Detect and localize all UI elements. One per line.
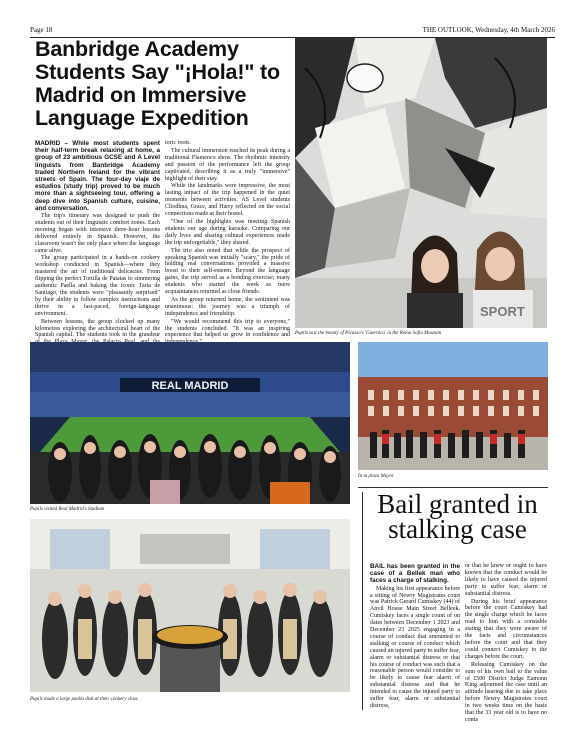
article-paragraph: or that he knew or ought to have known that the conduct would be likely to have caused the injured party to suffer fear, alarm or substantial distress. bbox=[465, 563, 547, 597]
article-paragraph: The trio also noted that while the prospect of speaking Spanish was initially "scary," the pride of holding real conversations provided a massive boost to their self-esteem. Beyond the language gains, the trip served as a bonding exercise; many students who started the week as mere acquaintances returned as close friends. bbox=[165, 247, 290, 296]
article-headline: Bail granted in stalking case bbox=[377, 489, 538, 544]
photo-guernica bbox=[295, 38, 547, 328]
article-column-2 bbox=[465, 563, 547, 723]
article-lead-paragraph: MADRID – While most students spent their half-term break relaxing at home, a group of 23 ambitious GCSE and A Level linguists from Banbridge Academy traded Northern Ireland for the vibrant streets of Spain. The four-day viaje de estudios (study trip) proved to be much more than a sightseeing tour, offering a deep dive into Spanish culture, cuisine, and conversation. bbox=[35, 140, 160, 212]
photo-plaza-mayor bbox=[358, 342, 548, 470]
stadium-sign-text: REAL MADRID bbox=[151, 380, 229, 392]
article-paragraph: Between lessons, the group clocked up many kilometres exploring the architectural heart of the Spanish capital. The students took in the grandeur bbox=[35, 318, 160, 339]
photo-caption: In la plaza Mayor bbox=[358, 474, 394, 479]
photo-caption: Pupils visited Real Madrid's Stadium bbox=[30, 507, 105, 512]
article-lead-paragraph: BAIL has been granted in the case of a Bellek man who faces a charge of stalking. bbox=[370, 563, 460, 585]
photo-caption: Pupils made a large paella dish at their cookery class bbox=[30, 697, 138, 702]
photo-caption: Pupils saw the beauty of Picasso's 'Guernica' in the Reina Sofia Museum bbox=[295, 331, 442, 336]
article-paragraph: toric roots. bbox=[165, 140, 191, 146]
article-paragraph: The trip's itinerary was designed to push the students out of their linguistic comfort zones. Each morning began with intensive three-hour lessons delivered entirely in Spanish. However, the classroom wasn't the only place where the language came alive. bbox=[35, 213, 160, 254]
page-number: Page 18 bbox=[30, 26, 53, 34]
photo-paella-class bbox=[30, 519, 350, 692]
guernica-illustration bbox=[295, 38, 547, 328]
article-paragraph: As the group returned home, the sentiment was unanimous: the journey was a triumph of independence and friendship. bbox=[165, 296, 290, 317]
column-divider bbox=[362, 492, 363, 710]
article-headline: Banbridge Academy Students Say "¡Hola!" to Madrid on Immersive Language Expedition bbox=[35, 37, 280, 130]
article-column-1 bbox=[370, 563, 460, 713]
article-paragraph: The cultural immersion reached its peak during a traditional Flamenco show. The rhythmic intensity and passion of the performance left the group captivated, describing it as a truly "immersive" highlight of their stay. bbox=[165, 147, 290, 182]
shirt-text: SPORT bbox=[480, 304, 525, 319]
section-divider bbox=[358, 487, 548, 488]
publication-dateline: THE OUTLOOK, Wednesday, 4th March 2026 bbox=[422, 26, 555, 34]
photo-stadium bbox=[30, 342, 350, 504]
article-column-1 bbox=[35, 140, 160, 339]
article-paragraph: During his brief appearance before the court Cumiskey had the single charge which he faces read to him with a constable stating that they were aware of the facts and circumstances before the court and that they could connect Cumiskey to the charges before the court. bbox=[465, 598, 547, 660]
article-paragraph: "One of the highlights was meeting Spanish students our age during karaoke. Comparing our daily lives and sharing cultural experiences made the trip unforgettable," they shared. bbox=[165, 218, 290, 246]
article-paragraph: "We would recommend this trip to everyone," the students concluded. "It was an inspiring experience that helped us grow in confidence and bbox=[165, 318, 290, 339]
article-paragraph: Making his first appearance before a sitting of Newry Magistrates court was Patrick Gerard Cumiskey (44) of Anvil House Main Street Belleek. Cumiskey faces a single count of on dates between December 1 2023 and December 23 2025 engaging in a course of conduct that amounted to stalking or course of conduct which caused an injured party to suffer fear, alarm or substantial distress or that his course of conduct was such that a reasonable person would consider to be likely to cause fear alarm of substantial distress and that he intended to cause the injured party to suffer fear, alarm or substantial distress, bbox=[370, 585, 460, 710]
article-column-2 bbox=[165, 140, 290, 339]
article-paragraph: Releasing Cumiskey on the sum of his own bail to the value of £500 District Judge Eamonn King adjourned the case until an attitude hearing due to take place before Newry Magistrates court in two weeks time on the basis that the 33 year old is to have no conta bbox=[465, 661, 547, 723]
article-paragraph: While the landmarks were impressive, the most lasting impact of the trip happened in the quiet moments between activities. AS Level students Cliodhna, Grace, and Harry reflected on the social connections made at their hostel. bbox=[165, 183, 290, 218]
article-paragraph: The group participated in a hands-on cookery workshop conducted in Spanish—where they mastered the art of traditional delicacies. From flipping the perfect Tortilla de Patatas to simmering authentic Paella and baking the iconic Tarta de Santiago, the students were "pleasantly surprised" by their ability to follow complex instructions and thrive in a fast-paced, foreign-language environment. bbox=[35, 255, 160, 317]
